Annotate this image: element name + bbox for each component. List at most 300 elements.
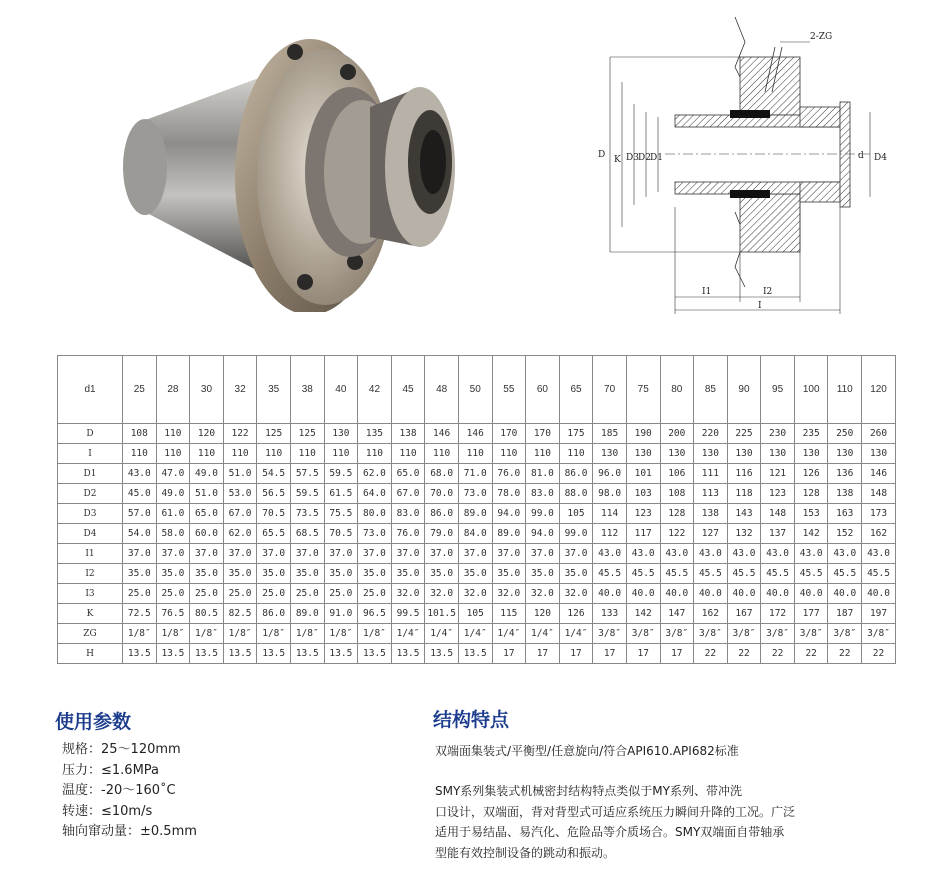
table-cell: 13.5 bbox=[324, 644, 358, 664]
table-cell: 32.0 bbox=[559, 584, 593, 604]
table-row bbox=[58, 504, 896, 524]
table-cell: 13.5 bbox=[223, 644, 257, 664]
table-cell: 138 bbox=[391, 424, 425, 444]
table-cell: 22 bbox=[828, 644, 862, 664]
table-cell: 35.0 bbox=[257, 564, 291, 584]
column-header-cell: 85 bbox=[694, 356, 728, 424]
table-cell: 13.5 bbox=[123, 644, 157, 664]
column-header-cell: 65 bbox=[559, 356, 593, 424]
table-cell: 37.0 bbox=[358, 544, 392, 564]
table-cell: 122 bbox=[660, 524, 694, 544]
table-cell: 45.5 bbox=[828, 564, 862, 584]
table-cell: 37.0 bbox=[391, 544, 425, 564]
table-cell: 57.5 bbox=[290, 464, 324, 484]
table-cell: 22 bbox=[694, 644, 728, 664]
table-cell: 110 bbox=[458, 444, 492, 464]
table-cell: 122 bbox=[223, 424, 257, 444]
param-temperature: 温度：-20～160˚C bbox=[62, 783, 176, 798]
table-cell: 32.0 bbox=[391, 584, 425, 604]
dim-label: D bbox=[598, 150, 606, 160]
table-cell: 22 bbox=[794, 644, 828, 664]
table-cell: 1/4″ bbox=[458, 624, 492, 644]
param-pressure: 压力：≤1.6MPa bbox=[62, 762, 160, 778]
table-cell: 110 bbox=[559, 444, 593, 464]
table-cell: 3/8″ bbox=[794, 624, 828, 644]
row-label-cell: ZG bbox=[58, 624, 123, 644]
table-cell: 35.0 bbox=[391, 564, 425, 584]
table-cell: 167 bbox=[727, 604, 761, 624]
table-cell: 126 bbox=[794, 464, 828, 484]
table-cell: 76.0 bbox=[492, 464, 526, 484]
table-row bbox=[58, 564, 896, 584]
column-header-cell: 100 bbox=[794, 356, 828, 424]
table-cell: 190 bbox=[626, 424, 660, 444]
table-cell: 35.0 bbox=[223, 564, 257, 584]
table-cell: 130 bbox=[626, 444, 660, 464]
dim-label: d bbox=[858, 151, 864, 161]
table-row bbox=[58, 584, 896, 604]
table-cell: 98.0 bbox=[593, 484, 627, 504]
table-cell: 86.0 bbox=[425, 504, 459, 524]
table-cell: 73.0 bbox=[458, 484, 492, 504]
column-header-cell: 95 bbox=[761, 356, 795, 424]
table-cell: 117 bbox=[626, 524, 660, 544]
table-cell: 128 bbox=[794, 484, 828, 504]
table-cell: 22 bbox=[862, 644, 896, 664]
usage-title: 使用参数 bbox=[55, 711, 132, 733]
table-cell: 35.0 bbox=[123, 564, 157, 584]
dim-label: K bbox=[614, 155, 621, 165]
table-cell: 45.5 bbox=[761, 564, 795, 584]
table-cell: 89.0 bbox=[458, 504, 492, 524]
table-cell: 146 bbox=[862, 464, 896, 484]
table-cell: 130 bbox=[862, 444, 896, 464]
table-cell: 17 bbox=[626, 644, 660, 664]
table-cell: 185 bbox=[593, 424, 627, 444]
param-axial-play: 轴向窜动量：±0.5mm bbox=[62, 824, 197, 839]
table-cell: 64.0 bbox=[358, 484, 392, 504]
table-cell: 65.0 bbox=[391, 464, 425, 484]
table-cell: 1/8″ bbox=[324, 624, 358, 644]
table-row bbox=[58, 444, 896, 464]
table-cell: 108 bbox=[660, 484, 694, 504]
table-cell: 138 bbox=[694, 504, 728, 524]
table-cell: 152 bbox=[828, 524, 862, 544]
row-label-cell: D bbox=[58, 424, 123, 444]
features-subtitle: 双端面集装式/平衡型/任意旋向/符合API610.API682标准 bbox=[435, 744, 739, 758]
table-cell: 86.0 bbox=[559, 464, 593, 484]
table-cell: 1/4″ bbox=[492, 624, 526, 644]
features-title: 结构特点 bbox=[433, 709, 510, 731]
row-label-cell: D4 bbox=[58, 524, 123, 544]
spec-table bbox=[57, 355, 896, 664]
table-cell: 147 bbox=[660, 604, 694, 624]
column-header-cell: 90 bbox=[727, 356, 761, 424]
table-cell: 45.5 bbox=[794, 564, 828, 584]
table-cell: 53.0 bbox=[223, 484, 257, 504]
column-header-cell: 40 bbox=[324, 356, 358, 424]
table-cell: 37.0 bbox=[492, 544, 526, 564]
column-header-cell: 28 bbox=[156, 356, 190, 424]
row-label-cell: I2 bbox=[58, 564, 123, 584]
table-cell: 1/4″ bbox=[526, 624, 560, 644]
column-header-cell: 38 bbox=[290, 356, 324, 424]
table-cell: 45.5 bbox=[694, 564, 728, 584]
dim-label: 2-ZG bbox=[810, 32, 833, 42]
table-cell: 101.5 bbox=[425, 604, 459, 624]
table-cell: 70.5 bbox=[324, 524, 358, 544]
table-cell: 172 bbox=[761, 604, 795, 624]
table-cell: 1/8″ bbox=[156, 624, 190, 644]
table-cell: 3/8″ bbox=[862, 624, 896, 644]
table-cell: 70.0 bbox=[425, 484, 459, 504]
table-cell: 13.5 bbox=[391, 644, 425, 664]
table-cell: 37.0 bbox=[290, 544, 324, 564]
table-cell: 17 bbox=[593, 644, 627, 664]
table-cell: 96.0 bbox=[593, 464, 627, 484]
section-drawing bbox=[570, 12, 900, 322]
table-cell: 45.5 bbox=[593, 564, 627, 584]
column-header-cell: 120 bbox=[862, 356, 896, 424]
table-cell: 78.0 bbox=[492, 484, 526, 504]
column-header-cell: 48 bbox=[425, 356, 459, 424]
table-cell: 110 bbox=[123, 444, 157, 464]
table-cell: 146 bbox=[458, 424, 492, 444]
table-cell: 71.0 bbox=[458, 464, 492, 484]
column-header-cell: 42 bbox=[358, 356, 392, 424]
table-cell: 37.0 bbox=[324, 544, 358, 564]
table-cell: 13.5 bbox=[190, 644, 224, 664]
param-speed: 转速：≤10m/s bbox=[62, 803, 153, 819]
table-cell: 116 bbox=[727, 464, 761, 484]
table-cell: 89.0 bbox=[290, 604, 324, 624]
table-cell: 110 bbox=[425, 444, 459, 464]
table-cell: 45.5 bbox=[727, 564, 761, 584]
dim-label: D4 bbox=[874, 153, 887, 163]
table-cell: 163 bbox=[828, 504, 862, 524]
table-cell: 43.0 bbox=[660, 544, 694, 564]
description-line: 适用于易结晶、易汽化、危险品等介质场合。SMY双端面自带轴承 bbox=[435, 825, 785, 839]
table-cell: 37.0 bbox=[257, 544, 291, 564]
table-cell: 35.0 bbox=[425, 564, 459, 584]
table-cell: 137 bbox=[761, 524, 795, 544]
table-cell: 132 bbox=[727, 524, 761, 544]
table-cell: 1/8″ bbox=[223, 624, 257, 644]
table-cell: 49.0 bbox=[156, 484, 190, 504]
table-cell: 99.0 bbox=[559, 524, 593, 544]
column-header-cell: 35 bbox=[257, 356, 291, 424]
table-cell: 162 bbox=[862, 524, 896, 544]
table-cell: 32.0 bbox=[492, 584, 526, 604]
dim-label: I1 bbox=[702, 287, 712, 297]
table-cell: 142 bbox=[794, 524, 828, 544]
table-cell: 106 bbox=[660, 464, 694, 484]
table-cell: 123 bbox=[761, 484, 795, 504]
table-cell: 35.0 bbox=[324, 564, 358, 584]
table-cell: 133 bbox=[593, 604, 627, 624]
table-cell: 13.5 bbox=[156, 644, 190, 664]
table-cell: 61.5 bbox=[324, 484, 358, 504]
table-cell: 40.0 bbox=[794, 584, 828, 604]
table-cell: 130 bbox=[694, 444, 728, 464]
dim-label: D2 bbox=[638, 153, 651, 163]
table-cell: 60.0 bbox=[190, 524, 224, 544]
table-cell: 25.0 bbox=[223, 584, 257, 604]
row-label-cell: D1 bbox=[58, 464, 123, 484]
table-cell: 110 bbox=[190, 444, 224, 464]
table-cell: 73.0 bbox=[358, 524, 392, 544]
table-cell: 37.0 bbox=[559, 544, 593, 564]
table-row bbox=[58, 484, 896, 504]
table-cell: 130 bbox=[761, 444, 795, 464]
table-cell: 126 bbox=[559, 604, 593, 624]
table-cell: 89.0 bbox=[492, 524, 526, 544]
table-cell: 32.0 bbox=[526, 584, 560, 604]
table-row bbox=[58, 424, 896, 444]
row-label-cell: I bbox=[58, 444, 123, 464]
table-cell: 59.5 bbox=[290, 484, 324, 504]
table-cell: 35.0 bbox=[559, 564, 593, 584]
description-line: 口设计，双端面，背对背型式可适应系统压力瞬间升降的工况。广泛 bbox=[435, 804, 796, 819]
table-cell: 35.0 bbox=[492, 564, 526, 584]
product-photo bbox=[100, 12, 500, 312]
table-cell: 67.0 bbox=[391, 484, 425, 504]
table-cell: 62.0 bbox=[223, 524, 257, 544]
table-cell: 13.5 bbox=[458, 644, 492, 664]
table-cell: 101 bbox=[626, 464, 660, 484]
table-cell: 125 bbox=[290, 424, 324, 444]
table-cell: 225 bbox=[727, 424, 761, 444]
table-cell: 13.5 bbox=[290, 644, 324, 664]
table-cell: 170 bbox=[492, 424, 526, 444]
table-cell: 40.0 bbox=[660, 584, 694, 604]
table-cell: 91.0 bbox=[324, 604, 358, 624]
table-cell: 51.0 bbox=[190, 484, 224, 504]
table-cell: 130 bbox=[828, 444, 862, 464]
table-cell: 25.0 bbox=[190, 584, 224, 604]
table-cell: 143 bbox=[727, 504, 761, 524]
table-cell: 40.0 bbox=[626, 584, 660, 604]
table-cell: 3/8″ bbox=[761, 624, 795, 644]
table-cell: 235 bbox=[794, 424, 828, 444]
table-cell: 110 bbox=[391, 444, 425, 464]
row-label-cell: I3 bbox=[58, 584, 123, 604]
table-cell: 84.0 bbox=[458, 524, 492, 544]
table-cell: 43.0 bbox=[761, 544, 795, 564]
column-header-cell: 70 bbox=[593, 356, 627, 424]
table-cell: 22 bbox=[727, 644, 761, 664]
table-cell: 162 bbox=[694, 604, 728, 624]
table-cell: 51.0 bbox=[223, 464, 257, 484]
table-cell: 3/8″ bbox=[727, 624, 761, 644]
table-cell: 45.0 bbox=[123, 484, 157, 504]
table-cell: 1/8″ bbox=[358, 624, 392, 644]
table-cell: 110 bbox=[324, 444, 358, 464]
table-cell: 177 bbox=[794, 604, 828, 624]
row-label-cell: D2 bbox=[58, 484, 123, 504]
table-cell: 45.5 bbox=[660, 564, 694, 584]
dim-label: D3 bbox=[626, 153, 639, 163]
table-cell: 110 bbox=[526, 444, 560, 464]
row-label-cell: I1 bbox=[58, 544, 123, 564]
column-header-cell: 50 bbox=[458, 356, 492, 424]
table-cell: 25.0 bbox=[324, 584, 358, 604]
table-cell: 123 bbox=[626, 504, 660, 524]
table-cell: 43.0 bbox=[694, 544, 728, 564]
table-cell: 80.0 bbox=[358, 504, 392, 524]
column-header-cell: 75 bbox=[626, 356, 660, 424]
table-cell: 170 bbox=[526, 424, 560, 444]
table-cell: 120 bbox=[526, 604, 560, 624]
table-cell: 121 bbox=[761, 464, 795, 484]
table-cell: 1/8″ bbox=[257, 624, 291, 644]
table-cell: 40.0 bbox=[694, 584, 728, 604]
row-label-cell: K bbox=[58, 604, 123, 624]
table-cell: 115 bbox=[492, 604, 526, 624]
table-cell: 17 bbox=[492, 644, 526, 664]
table-cell: 86.0 bbox=[257, 604, 291, 624]
table-cell: 43.0 bbox=[626, 544, 660, 564]
table-cell: 25.0 bbox=[123, 584, 157, 604]
table-cell: 83.0 bbox=[526, 484, 560, 504]
description-line: 型能有效控制设备的跳动和振动。 bbox=[435, 845, 616, 860]
table-cell: 32.0 bbox=[458, 584, 492, 604]
column-header-cell: 60 bbox=[526, 356, 560, 424]
table-cell: 40.0 bbox=[727, 584, 761, 604]
table-cell: 56.5 bbox=[257, 484, 291, 504]
column-header-cell: 25 bbox=[123, 356, 157, 424]
table-cell: 59.5 bbox=[324, 464, 358, 484]
table-cell: 62.0 bbox=[358, 464, 392, 484]
table-cell: 37.0 bbox=[425, 544, 459, 564]
table-cell: 130 bbox=[794, 444, 828, 464]
table-cell: 58.0 bbox=[156, 524, 190, 544]
table-cell: 68.5 bbox=[290, 524, 324, 544]
table-cell: 3/8″ bbox=[626, 624, 660, 644]
table-cell: 94.0 bbox=[492, 504, 526, 524]
table-cell: 17 bbox=[559, 644, 593, 664]
table-cell: 105 bbox=[559, 504, 593, 524]
table-cell: 25.0 bbox=[290, 584, 324, 604]
table-cell: 35.0 bbox=[358, 564, 392, 584]
table-cell: 260 bbox=[862, 424, 896, 444]
table-cell: 1/4″ bbox=[391, 624, 425, 644]
usage-params bbox=[62, 740, 197, 843]
header-label-cell: d1 bbox=[58, 356, 123, 424]
table-cell: 220 bbox=[694, 424, 728, 444]
table-cell: 68.0 bbox=[425, 464, 459, 484]
table-cell: 3/8″ bbox=[828, 624, 862, 644]
table-cell: 35.0 bbox=[458, 564, 492, 584]
table-cell: 49.0 bbox=[190, 464, 224, 484]
table-cell: 130 bbox=[660, 444, 694, 464]
table-cell: 96.5 bbox=[358, 604, 392, 624]
table-cell: 1/8″ bbox=[123, 624, 157, 644]
column-header-cell: 45 bbox=[391, 356, 425, 424]
table-cell: 25.0 bbox=[257, 584, 291, 604]
table-cell: 136 bbox=[828, 464, 862, 484]
column-header-cell: 80 bbox=[660, 356, 694, 424]
table-cell: 67.0 bbox=[223, 504, 257, 524]
table-cell: 142 bbox=[626, 604, 660, 624]
table-cell: 1/8″ bbox=[290, 624, 324, 644]
table-cell: 47.0 bbox=[156, 464, 190, 484]
table-cell: 40.0 bbox=[828, 584, 862, 604]
table-row bbox=[58, 604, 896, 624]
table-cell: 175 bbox=[559, 424, 593, 444]
table-cell: 118 bbox=[727, 484, 761, 504]
table-cell: 54.0 bbox=[123, 524, 157, 544]
table-header-row bbox=[58, 356, 896, 424]
table-cell: 13.5 bbox=[358, 644, 392, 664]
table-cell: 110 bbox=[358, 444, 392, 464]
table-cell: 43.0 bbox=[593, 544, 627, 564]
table-cell: 79.0 bbox=[425, 524, 459, 544]
table-cell: 37.0 bbox=[526, 544, 560, 564]
dim-label: I2 bbox=[763, 287, 773, 297]
table-row bbox=[58, 544, 896, 564]
table-cell: 110 bbox=[156, 424, 190, 444]
table-cell: 81.0 bbox=[526, 464, 560, 484]
table-cell: 105 bbox=[458, 604, 492, 624]
table-cell: 127 bbox=[694, 524, 728, 544]
table-cell: 73.5 bbox=[290, 504, 324, 524]
table-cell: 1/4″ bbox=[559, 624, 593, 644]
table-cell: 148 bbox=[761, 504, 795, 524]
table-cell: 57.0 bbox=[123, 504, 157, 524]
table-cell: 135 bbox=[358, 424, 392, 444]
table-cell: 103 bbox=[626, 484, 660, 504]
description-line: SMY系列集装式机械密封结构特点类似于MY系列、带冲洗 bbox=[435, 784, 742, 798]
table-cell: 110 bbox=[223, 444, 257, 464]
table-cell: 138 bbox=[828, 484, 862, 504]
table-cell: 13.5 bbox=[257, 644, 291, 664]
table-cell: 61.0 bbox=[156, 504, 190, 524]
table-cell: 70.5 bbox=[257, 504, 291, 524]
column-header-cell: 32 bbox=[223, 356, 257, 424]
row-label-cell: D3 bbox=[58, 504, 123, 524]
table-cell: 76.5 bbox=[156, 604, 190, 624]
table-cell: 197 bbox=[862, 604, 896, 624]
table-cell: 35.0 bbox=[290, 564, 324, 584]
table-cell: 1/8″ bbox=[190, 624, 224, 644]
table-cell: 35.0 bbox=[190, 564, 224, 584]
table-cell: 43.0 bbox=[862, 544, 896, 564]
table-cell: 82.5 bbox=[223, 604, 257, 624]
dim-label: D1 bbox=[650, 153, 663, 163]
table-cell: 45.5 bbox=[862, 564, 896, 584]
table-cell: 32.0 bbox=[425, 584, 459, 604]
table-cell: 35.0 bbox=[156, 564, 190, 584]
table-cell: 45.5 bbox=[626, 564, 660, 584]
table-cell: 13.5 bbox=[425, 644, 459, 664]
table-cell: 111 bbox=[694, 464, 728, 484]
table-row bbox=[58, 524, 896, 544]
table-cell: 110 bbox=[290, 444, 324, 464]
table-cell: 146 bbox=[425, 424, 459, 444]
table-cell: 75.5 bbox=[324, 504, 358, 524]
table-cell: 80.5 bbox=[190, 604, 224, 624]
table-cell: 230 bbox=[761, 424, 795, 444]
table-cell: 130 bbox=[727, 444, 761, 464]
table-cell: 130 bbox=[593, 444, 627, 464]
table-cell: 37.0 bbox=[458, 544, 492, 564]
table-cell: 37.0 bbox=[156, 544, 190, 564]
row-label-cell: H bbox=[58, 644, 123, 664]
table-cell: 40.0 bbox=[761, 584, 795, 604]
table-cell: 94.0 bbox=[526, 524, 560, 544]
table-cell: 99.5 bbox=[391, 604, 425, 624]
